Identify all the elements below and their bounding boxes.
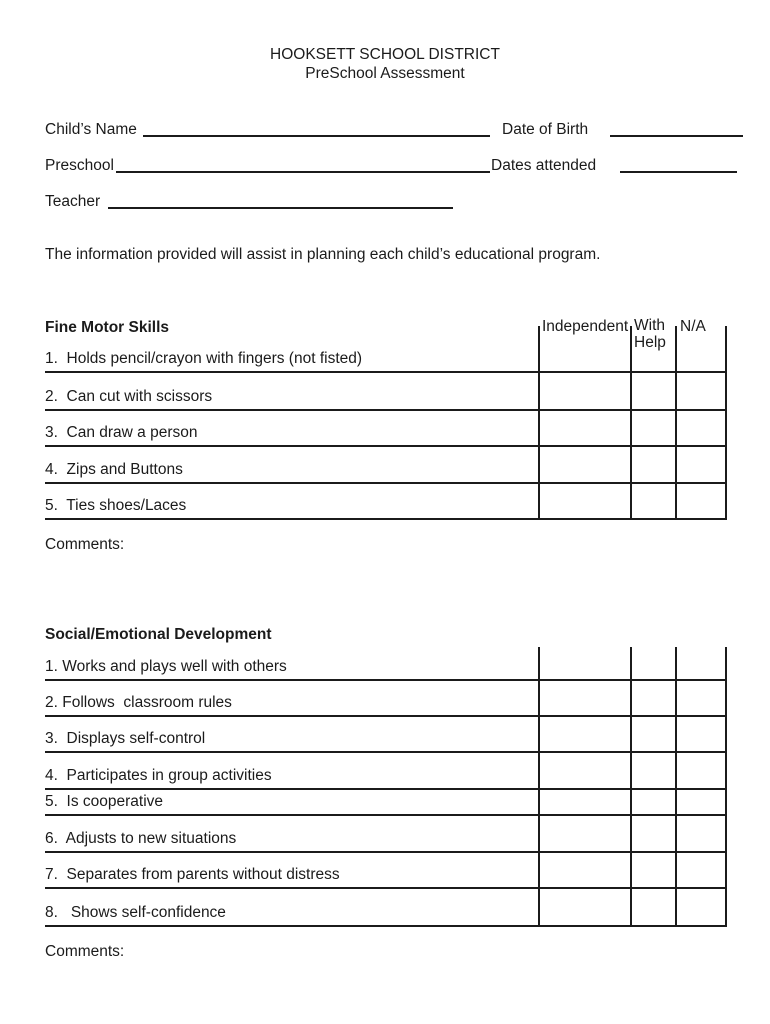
table-row <box>45 816 727 853</box>
cell-independent[interactable] <box>538 484 632 518</box>
row-label: 1. Works and plays well with others <box>45 657 287 675</box>
cell-with-help[interactable] <box>630 790 677 814</box>
date-of-birth-label: Date of Birth <box>502 121 589 138</box>
cell-na[interactable] <box>675 411 727 445</box>
date-of-birth-line[interactable] <box>610 122 743 137</box>
table-row <box>45 647 727 681</box>
cell-na[interactable] <box>675 484 727 518</box>
cell-independent[interactable] <box>538 816 632 851</box>
row-label: 7. Separates from parents without distress <box>45 865 340 883</box>
cell-with-help[interactable] <box>630 816 677 851</box>
table-row <box>45 373 727 411</box>
preschool-line[interactable] <box>116 158 490 173</box>
column-header-na: N/A <box>680 318 706 335</box>
cell-independent[interactable] <box>538 373 632 409</box>
row-label: 8. Shows self-confidence <box>45 903 226 921</box>
table-row <box>45 326 727 373</box>
table-row <box>45 411 727 447</box>
cell-independent[interactable] <box>538 790 632 814</box>
page-subtitle: PreSchool Assessment <box>305 65 465 82</box>
cell-na[interactable] <box>675 447 727 482</box>
page-title: HOOKSETT SCHOOL DISTRICT <box>270 46 500 63</box>
cell-independent[interactable] <box>538 447 632 482</box>
cell-independent[interactable] <box>538 411 632 445</box>
cell-na[interactable] <box>675 790 727 814</box>
cell-na[interactable] <box>675 373 727 409</box>
cell-with-help[interactable] <box>630 889 677 925</box>
table-row <box>45 447 727 484</box>
cell-with-help[interactable] <box>630 681 677 715</box>
fine-motor-grid <box>45 326 727 520</box>
row-label: 5. Is cooperative <box>45 792 164 810</box>
cell-with-help[interactable] <box>630 717 677 751</box>
column-header-with-help: With Help <box>634 317 666 351</box>
row-label: 4. Zips and Buttons <box>45 460 183 478</box>
cell-na[interactable] <box>675 889 727 925</box>
teacher-line[interactable] <box>108 194 453 209</box>
row-label: 6. Adjusts to new situations <box>45 829 237 847</box>
cell-with-help[interactable] <box>630 753 677 788</box>
cell-independent[interactable] <box>538 681 632 715</box>
cell-independent[interactable] <box>538 717 632 751</box>
cell-na[interactable] <box>675 753 727 788</box>
intro-text: The information provided will assist in planning each child’s educational program. <box>45 246 601 263</box>
dates-attended-line[interactable] <box>620 158 737 173</box>
teacher-label: Teacher <box>45 193 101 210</box>
cell-with-help[interactable] <box>630 326 677 371</box>
table-row <box>45 889 727 927</box>
childs-name-line[interactable] <box>143 122 490 137</box>
row-label: 5. Ties shoes/Laces <box>45 496 187 514</box>
cell-na[interactable] <box>675 681 727 715</box>
table-row <box>45 681 727 717</box>
row-label: 3. Can draw a person <box>45 423 198 441</box>
cell-independent[interactable] <box>538 889 632 925</box>
cell-with-help[interactable] <box>630 411 677 445</box>
column-header-independent: Independent <box>542 318 629 335</box>
table-row <box>45 853 727 889</box>
cell-na[interactable] <box>675 647 727 679</box>
cell-independent[interactable] <box>538 853 632 887</box>
social-emotional-section-title: Social/Emotional Development <box>45 626 272 643</box>
row-label: 1. Holds pencil/crayon with fingers (not fisted) <box>45 349 363 367</box>
cell-with-help[interactable] <box>630 853 677 887</box>
cell-with-help[interactable] <box>630 484 677 518</box>
table-row <box>45 753 727 790</box>
table-row <box>45 790 727 816</box>
table-row <box>45 484 727 520</box>
fine-motor-section-title: Fine Motor Skills <box>45 319 170 336</box>
row-label: 4. Participates in group activities <box>45 766 272 784</box>
dates-attended-label: Dates attended <box>491 157 597 174</box>
row-label: 2. Can cut with scissors <box>45 387 213 405</box>
cell-with-help[interactable] <box>630 447 677 482</box>
social-emotional-comments-label: Comments: <box>45 943 125 960</box>
social-emotional-grid <box>45 647 727 927</box>
cell-independent[interactable] <box>538 326 632 371</box>
cell-na[interactable] <box>675 853 727 887</box>
cell-na[interactable] <box>675 326 727 371</box>
row-label: 2. Follows classroom rules <box>45 693 232 711</box>
cell-na[interactable] <box>675 816 727 851</box>
cell-independent[interactable] <box>538 753 632 788</box>
cell-na[interactable] <box>675 717 727 751</box>
cell-with-help[interactable] <box>630 647 677 679</box>
preschool-label: Preschool <box>45 157 114 174</box>
fine-motor-comments-label: Comments: <box>45 536 125 553</box>
cell-independent[interactable] <box>538 647 632 679</box>
table-row <box>45 717 727 753</box>
cell-with-help[interactable] <box>630 373 677 409</box>
childs-name-label: Child’s Name <box>45 121 137 138</box>
row-label: 3. Displays self-control <box>45 729 206 747</box>
